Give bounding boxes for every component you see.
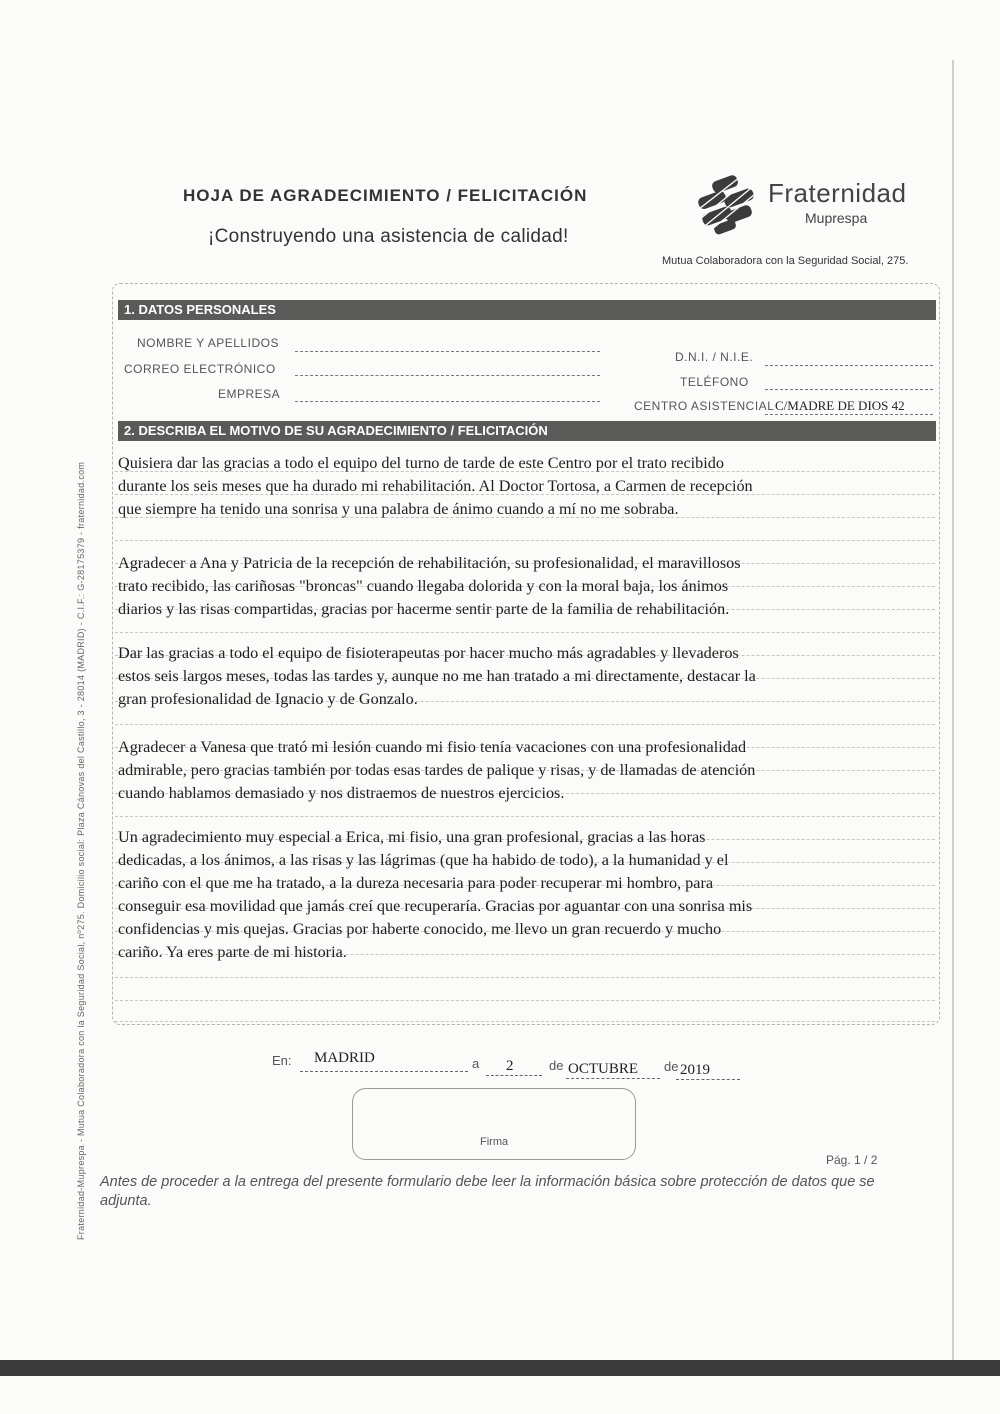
empresa-label: EMPRESA bbox=[218, 387, 281, 401]
paragraph-2: Agradecer a Ana y Patricia de la recepción de rehabilitación, su profesionalidad, el maravillosos trato recibido, las cariñosas "broncas" cuando llegaba dolorida y con la moral baja, los ánimos diarios y las risas compartidas, gracias por hacerme sentir parte de la familia de rehabilitación. bbox=[118, 554, 741, 618]
date-year: 2019 bbox=[680, 1062, 710, 1078]
ruled-line bbox=[115, 539, 935, 541]
date-a-label: a bbox=[472, 1056, 480, 1071]
scan-edge-bar bbox=[0, 1360, 1000, 1376]
section-personal-data-header: 1. DATOS PERSONALES bbox=[118, 300, 936, 320]
fraternidad-logo-icon bbox=[690, 174, 760, 236]
date-de-label-2: de bbox=[664, 1059, 679, 1074]
document-title: HOJA DE AGRADECIMIENTO / FELICITACIÓN bbox=[183, 186, 588, 205]
paragraph-1: Quisiera dar las gracias a todo el equipo del turno de tarde de este Centro por el trato recibido durante los seis meses que ha durado mi rehabilitación. Al Doctor Tortosa, a Carmen de recepción que siempre ha tenido una sonrisa y una palabra de ánimo cuando a mí no me sobraba. bbox=[118, 454, 753, 518]
date-month: OCTUBRE bbox=[568, 1061, 639, 1077]
logo-name: Fraternidad bbox=[768, 178, 907, 208]
ruled-line bbox=[115, 976, 935, 978]
centro-label: CENTRO ASISTENCIAL bbox=[634, 399, 775, 413]
fraternidad-logo bbox=[690, 172, 950, 252]
nombre-label: NOMBRE Y APELLIDOS bbox=[137, 336, 279, 350]
telefono-field[interactable] bbox=[765, 388, 933, 390]
ruled-line bbox=[115, 631, 935, 633]
date-de-label-1: de bbox=[549, 1058, 564, 1073]
date-city-field[interactable] bbox=[300, 1070, 468, 1072]
nombre-field[interactable] bbox=[295, 350, 600, 352]
date-en-label: En: bbox=[272, 1053, 292, 1068]
signature-label: Firma bbox=[480, 1136, 509, 1148]
paragraph-4: Agradecer a Vanesa que trató mi lesión cuando mi fisio tenía vacaciones con una profesionalidad admirable, pero gracias también por todas esas tardes de palique y risas, y de llamadas de atención cuando hablamos demasiado y nos distraemos de nuestros ejercicios. bbox=[118, 738, 756, 802]
logo-subname: Muprespa bbox=[805, 210, 868, 226]
date-day-field[interactable] bbox=[486, 1074, 542, 1076]
dni-field[interactable] bbox=[765, 364, 933, 366]
signature-box[interactable] bbox=[352, 1088, 636, 1160]
data-protection-notice: Antes de proceder a la entrega del presente formulario debe leer la información básica sobre protección de datos que se adjunta. bbox=[100, 1174, 875, 1209]
telefono-label: TELÉFONO bbox=[680, 375, 749, 389]
page-number: Pág. 1 / 2 bbox=[826, 1153, 878, 1167]
date-month-field[interactable] bbox=[566, 1077, 660, 1079]
ruled-line bbox=[115, 999, 935, 1001]
document-subtitle: ¡Construyendo una asistencia de calidad! bbox=[208, 226, 569, 247]
date-year-field[interactable] bbox=[676, 1078, 740, 1080]
ruled-line bbox=[115, 723, 935, 725]
date-day: 2 bbox=[506, 1058, 514, 1074]
section-reason-header: 2. DESCRIBA EL MOTIVO DE SU AGRADECIMIENTO / FELICITACIÓN bbox=[118, 421, 936, 441]
dni-label: D.N.I. / N.I.E. bbox=[675, 350, 754, 364]
centro-field[interactable] bbox=[765, 413, 933, 415]
centro-value: C/MADRE DE DIOS 42 bbox=[775, 398, 905, 413]
page-border bbox=[952, 60, 954, 1370]
correo-label: CORREO ELECTRÓNICO bbox=[124, 362, 276, 376]
correo-field[interactable] bbox=[295, 374, 600, 376]
date-city: MADRID bbox=[314, 1050, 375, 1066]
side-legal-text: Fraternidad-Muprespa - Mutua Colaboradora con la Seguridad Social, nº275. Domicilio social: Plaza Cánovas del Castillo, 3 - 28014 (MADRID) - C.I.F.: G-28175379 - fraternidad.com bbox=[76, 461, 86, 1240]
ruled-line bbox=[115, 815, 935, 817]
paragraph-3: Dar las gracias a todo el equipo de fisioterapeutas por hacer mucho más agradables y llevaderos estos seis largos meses, todas las tardes y, aunque no me han tratado a mi directamente, destacar la gran profesionalidad de Ignacio y de Gonzalo. bbox=[118, 644, 756, 708]
ruled-line bbox=[115, 1020, 935, 1022]
empresa-field[interactable] bbox=[295, 400, 600, 402]
mutua-text: Mutua Colaboradora con la Seguridad Social, 275. bbox=[662, 255, 909, 267]
paragraph-5: Un agradecimiento muy especial a Erica, mi fisio, una gran profesional, gracias a las horas dedicadas, a los ánimos, a las risas y las lágrimas (que ha habido de todo), a la humanidad y el cariño con el que me ha tratado, a la dureza necesaria para poder recuperar mi hombro, para conseguir esa movilidad que jamás creí que recuperaría. Gracias por aguantar con una sonrisa mis confidencias y mis quejas. Gracias por haberte conocido, me llevo un gran recuerdo y mucho cariño. Ya eres parte de mi historia. bbox=[118, 828, 753, 961]
